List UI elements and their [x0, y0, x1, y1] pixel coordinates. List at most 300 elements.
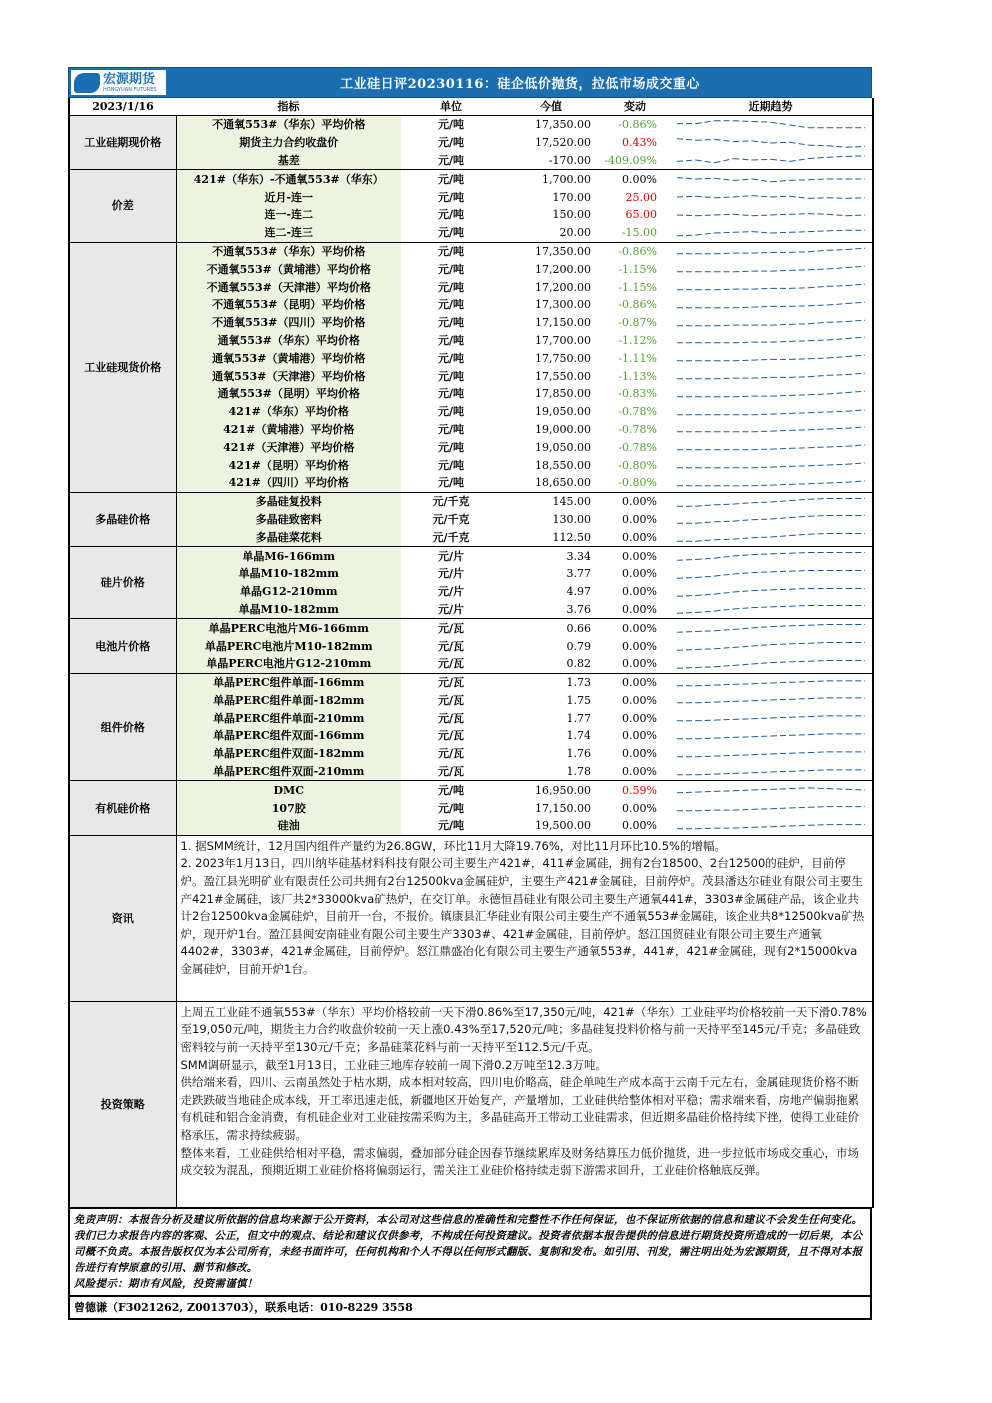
unit-cell: 元/吨 [401, 152, 501, 170]
sparkline-segment [790, 359, 809, 360]
sparkline-segment [790, 681, 809, 682]
table-row [69, 817, 873, 835]
sparkline-segment [752, 537, 771, 538]
value-cell: 17,150.00 [535, 316, 591, 330]
indicator-cell: 421#（黄埔港）平均价格 [176, 421, 401, 439]
sparkline [675, 225, 867, 241]
trend-cell [669, 260, 873, 278]
table-row [69, 206, 873, 224]
table-row [69, 601, 873, 619]
sparkline-segment [696, 576, 715, 577]
change-cell: 0.00% [622, 801, 657, 815]
sparkline-segment [809, 734, 828, 735]
unit-cell: 元/吨 [401, 474, 501, 492]
category-cell: 硅片价格 [69, 547, 176, 619]
table-row [69, 692, 873, 710]
sparkline-segment [733, 520, 752, 521]
sparkline-segment [846, 302, 865, 303]
report-header [68, 67, 872, 98]
change-cell: 0.00% [622, 172, 657, 186]
sparkline-segment [790, 825, 809, 826]
sparkline-segment [827, 429, 846, 430]
news-paragraph: 2. 2023年1月13日，四川纳毕硅基材料科技有限公司主要生产421#，411#金属硅，拥有2台18500、2台12500的硅炉，目前停炉。盈江县光明矿业有限责任公司共拥有2台12500kva金属硅炉，主要生产421#金属硅，目前停炉。茂县潘达尔硅业有限公司主要生产421#金属硅，该厂共2*33000kva矿热炉，在交订单。永德恒昌硅业有限公司主要生产通氧441#，3303#金属硅产品，该企业共计2台12500kva金属硅炉，目前开一台，不报价。镇康县汇华硅业有限公司主要生产不通氧553#金属硅，该企业共8*12500kva矿热炉，现开炉1台。盈江县闽安南硅业有限公司主要生产3303#、421#金属硅，目前停炉。怒江国贸硅业有限公司主要生产通氧4402#，3303#，421#金属硅，目前停炉。怒江鼎盛冶化有限公司主要生产通氧553#，441#，421#金属硅，现有2*15000kva金属硅炉，目前开炉1台。 [180, 856, 865, 977]
sparkline [675, 620, 867, 636]
sparkline-segment [846, 445, 865, 446]
sparkline-segment [677, 215, 696, 216]
sparkline-segment [696, 121, 715, 124]
sparkline-segment [790, 323, 809, 324]
sparkline [675, 548, 867, 564]
change-cell: 0.43% [622, 136, 657, 150]
trend-cell [669, 492, 873, 510]
indicator-cell: 421#（天津港）平均价格 [176, 438, 401, 456]
indicator-cell: 单晶PERC组件单面-166mm [176, 673, 401, 691]
sparkline-segment [752, 700, 771, 701]
trend-cell [669, 278, 873, 296]
change-cell: 0.00% [601, 817, 669, 835]
table-row [69, 421, 873, 439]
sparkline [675, 135, 867, 151]
sparkline-segment [827, 198, 846, 199]
change-cell: 0.00% [601, 601, 669, 619]
table-row [69, 583, 873, 601]
sparkline-segment [790, 466, 809, 467]
sparkline-segment [790, 643, 809, 644]
indicator-cell: 通氧553#（天津港）平均价格 [176, 367, 401, 385]
trend-cell [669, 152, 873, 170]
sparkline-segment [790, 395, 809, 396]
trend-cell [669, 206, 873, 224]
sparkline-segment [809, 716, 828, 717]
sparkline-segment [752, 790, 771, 791]
unit-cell: 元/片 [437, 549, 465, 563]
trend-cell [669, 421, 873, 439]
indicator-cell: 通氧553#（华东）平均价格 [176, 332, 401, 350]
disclaimer-text: 免责声明：本报告分析及建议所依据的信息均来源于公开资料，本公司对这些信息的准确性和完整性不作任何保证，也不保证所依据的信息和建议不会发生任何变化。我们已力求报告内容的客观、公正，但文中的观点、结论和建议仅供参考，不构成任何投资建议。投资者依据本报告提供的信息进行期货投资所造成的一切后果，本公司概不负责。本报告版权仅为本公司所有，未经书面许可，任何机构和个人不得以任何形式翻版、复制和发布。如引用、刊发，需注明出处为宏源期货，且不得对本报告进行有悖原意的引用、删节和修改。 [74, 1213, 863, 1274]
table-row [69, 547, 873, 565]
header-unit: 单位 [401, 98, 501, 116]
sparkline-segment [771, 571, 790, 572]
sparkline-segment [715, 522, 734, 523]
indicator-cell: 多晶硅复投料 [176, 492, 401, 510]
indicator-cell: 单晶PERC电池片M6-166mm [176, 619, 401, 637]
sparkline-segment [733, 360, 752, 361]
sparkline [675, 261, 867, 277]
value-cell: 17,750.00 [535, 351, 591, 365]
sparkline-segment [696, 810, 715, 811]
sparkline-segment [790, 341, 809, 342]
sparkline [675, 243, 867, 259]
sparkline-segment [846, 790, 865, 791]
value-cell: 17,700.00 [535, 333, 591, 347]
sparkline [675, 566, 867, 582]
strategy-paragraph: SMM调研显示，截至1月13日，工业硅三地库存较前一周下滑0.2万吨至12.3万吨。 [180, 1057, 607, 1072]
sparkline-segment [846, 463, 865, 464]
sparkline-segment [715, 539, 734, 540]
sparkline-segment [790, 661, 809, 662]
sparkline-segment [715, 289, 734, 290]
sparkline-segment [696, 702, 715, 703]
sparkline [675, 279, 867, 295]
change-cell: 0.00% [622, 676, 657, 690]
unit-cell: 元/吨 [401, 224, 501, 242]
value-cell: 3.34 [566, 549, 591, 563]
sparkline-segment [696, 558, 715, 559]
sparkline-segment [771, 122, 790, 125]
sparkline-segment [827, 464, 846, 465]
unit-cell: 元/千克 [401, 528, 501, 546]
value-cell: 0.66 [566, 621, 591, 635]
sparkline-segment [752, 231, 771, 232]
sparkline [675, 171, 867, 187]
trend-cell [669, 547, 873, 565]
trend-cell [669, 673, 873, 691]
trend-cell [669, 224, 873, 242]
table-row [69, 528, 873, 546]
indicator-cell: 单晶M10-182mm [176, 565, 401, 583]
unit-cell: 元/千克 [432, 495, 470, 509]
change-cell: 0.00% [622, 567, 657, 581]
sparkline-segment [733, 307, 752, 308]
sparkline-segment [677, 792, 696, 793]
table-row [69, 492, 873, 510]
sparkline-segment [809, 498, 828, 499]
sparkline-segment [771, 449, 790, 450]
sparkline-segment [696, 612, 715, 613]
sparkline-segment [733, 141, 752, 142]
sparkline-segment [733, 719, 752, 720]
sparkline-segment [752, 718, 771, 719]
unit-cell: 元/吨 [437, 118, 465, 132]
sparkline-segment [846, 410, 865, 411]
sparkline-segment [846, 198, 865, 199]
unit-cell: 元/片 [401, 601, 501, 619]
value-cell: 17,550.00 [535, 369, 591, 383]
sparkline [675, 584, 867, 600]
sparkline-segment [696, 540, 715, 541]
sparkline-segment [696, 160, 715, 163]
table-row [69, 763, 873, 781]
sparkline-segment [696, 756, 715, 757]
sparkline-segment [733, 396, 752, 397]
value-cell: 20.00 [501, 224, 601, 242]
sparkline-segment [790, 288, 809, 289]
trend-cell [669, 763, 873, 781]
change-cell: -0.87% [618, 316, 657, 330]
unit-cell: 元/吨 [437, 440, 465, 454]
sparkline-segment [696, 667, 715, 668]
table-row [69, 673, 873, 691]
sparkline-segment [809, 825, 828, 826]
value-cell: 19,050.00 [535, 440, 591, 454]
change-cell: -0.78% [618, 405, 657, 419]
sparkline-segment [677, 178, 696, 179]
sparkline-segment [790, 570, 809, 571]
sparkline-segment [771, 484, 790, 485]
sparkline-segment [715, 197, 734, 198]
category-cell: 工业硅现货价格 [69, 242, 176, 492]
report-title: 工业硅日评20230116：硅企低价抛货，拉低市场成交重心 [340, 77, 700, 92]
sparkline-segment [771, 232, 790, 233]
unit-cell: 元/吨 [437, 298, 465, 312]
sparkline-segment [696, 774, 715, 775]
unit-cell: 元/片 [437, 585, 465, 599]
unit-cell: 元/瓦 [401, 655, 501, 673]
sparkline-segment [771, 644, 790, 645]
change-cell: 0.00% [622, 711, 657, 725]
table-row [69, 260, 873, 278]
sparkline [675, 638, 867, 654]
sparkline-segment [752, 467, 771, 468]
sparkline-segment [771, 324, 790, 325]
table-row [69, 367, 873, 385]
value-cell: -170.00 [501, 152, 601, 170]
sparkline [675, 601, 867, 617]
sparkline [675, 475, 867, 491]
sparkline-segment [752, 215, 771, 216]
change-cell: 0.00% [601, 763, 669, 781]
sparkline-segment [809, 358, 828, 359]
trend-cell [669, 745, 873, 763]
sparkline [675, 457, 867, 473]
change-cell: -15.00 [601, 224, 669, 242]
sparkline-segment [715, 647, 734, 648]
table-row [69, 799, 873, 817]
sparkline-segment [809, 660, 828, 661]
sparkline-segment [752, 306, 771, 307]
sparkline-segment [827, 392, 846, 393]
sparkline-segment [846, 215, 865, 216]
unit-cell: 元/千克 [432, 512, 470, 526]
sparkline-segment [809, 465, 828, 466]
strategy-label: 投资策略 [69, 1001, 176, 1207]
strategy-paragraph: 上周五工业硅不通氧553#（华东）平均价格较前一天下滑0.86%至17,350元/吨，421#（华东）工业硅平均价格较前一天下滑0.78%至19,050元/吨，期货主力合约收盘价较前一天上涨0.43%至17,520元/吨；多晶硅复投料价格与前一天持平至145元/千克；多晶硅致密料较与前一天持平至130元/千克；多晶硅菜花料与前一天持平至112.5元/千克。 [180, 1004, 867, 1055]
unit-cell: 元/吨 [437, 190, 465, 204]
table-row [69, 170, 873, 188]
sparkline [675, 710, 867, 726]
change-cell: 0.00% [622, 495, 657, 509]
change-cell: 0.00% [622, 729, 657, 743]
trend-cell [669, 799, 873, 817]
sparkline-segment [752, 754, 771, 755]
change-cell: 0.00% [622, 747, 657, 761]
trend-cell [669, 385, 873, 403]
sparkline-segment [771, 753, 790, 754]
sparkline [675, 350, 867, 366]
sparkline-segment [790, 499, 809, 500]
trend-cell [669, 456, 873, 474]
sparkline-segment [733, 772, 752, 773]
sparkline [675, 511, 867, 527]
sparkline-segment [715, 737, 734, 738]
sparkline-segment [715, 630, 734, 631]
table-row [69, 745, 873, 763]
indicator-cell: 单晶M10-182mm [176, 601, 401, 619]
trend-cell [669, 170, 873, 188]
change-cell: -0.86% [618, 118, 657, 132]
header-change: 变动 [601, 98, 669, 116]
unit-cell: 元/吨 [437, 208, 465, 222]
sparkline-segment [752, 377, 771, 378]
sparkline-segment [771, 826, 790, 827]
sparkline-segment [827, 447, 846, 448]
sparkline-segment [696, 139, 715, 140]
sparkline-segment [677, 138, 696, 139]
sparkline-segment [809, 231, 828, 232]
value-cell: 1.73 [566, 676, 591, 690]
sparkline-segment [715, 684, 734, 685]
sparkline-segment [733, 121, 752, 122]
value-cell: 17,200.00 [535, 280, 591, 294]
category-cell: 价差 [69, 170, 176, 242]
header-date: 2023/1/16 [69, 98, 176, 116]
sparkline-segment [696, 522, 715, 523]
table-row [69, 242, 873, 260]
sparkline-segment [733, 572, 752, 573]
value-cell: 0.79 [566, 639, 591, 653]
sparkline-segment [715, 504, 734, 505]
sparkline-segment [696, 179, 715, 180]
sparkline-segment [771, 395, 790, 396]
sparkline-segment [790, 159, 809, 162]
unit-cell: 元/瓦 [437, 729, 465, 743]
unit-cell: 元/吨 [437, 172, 465, 186]
sparkline-segment [771, 181, 790, 182]
sparkline-segment [733, 271, 752, 272]
sparkline-segment [715, 720, 734, 721]
sparkline-segment [846, 355, 865, 356]
trend-cell [669, 116, 873, 134]
trend-cell [669, 242, 873, 260]
unit-cell: 元/片 [437, 567, 465, 581]
sparkline [675, 189, 867, 205]
header-value: 今值 [501, 98, 601, 116]
table-row [69, 296, 873, 314]
sparkline [675, 421, 867, 437]
value-cell: 17,350.00 [535, 244, 591, 258]
sparkline-segment [733, 231, 752, 232]
change-cell: -0.86% [618, 298, 657, 312]
sparkline-segment [846, 284, 865, 285]
unit-cell: 元/吨 [437, 316, 465, 330]
trend-cell [669, 314, 873, 332]
sparkline [675, 439, 867, 455]
indicator-cell: 单晶PERC组件单面-182mm [176, 692, 401, 710]
disclaimer [68, 1208, 872, 1297]
analyst-contact: 曾德谦（F3021262, Z0013703），联系电话：010-8229 3558 [68, 1297, 872, 1320]
risk-note: 风险提示：期市有风险，投资需谨慎！ [74, 1277, 258, 1290]
sparkline-segment [790, 231, 809, 232]
table-row [69, 116, 873, 134]
sparkline-segment [771, 536, 790, 537]
value-cell: 17,350.00 [535, 118, 591, 132]
sparkline-segment [752, 736, 771, 737]
indicator-cell: 通氧553#（黄埔港）平均价格 [176, 349, 401, 367]
sparkline-segment [715, 179, 734, 181]
sparkline-segment [846, 249, 865, 250]
sparkline-segment [752, 414, 771, 415]
indicator-cell: 单晶PERC组件双面-182mm [176, 745, 401, 763]
indicator-cell: 连二-连三 [176, 224, 401, 242]
unit-cell: 元/吨 [437, 351, 465, 365]
change-cell: -0.83% [618, 387, 657, 401]
indicator-cell: 多晶硅菜花料 [176, 528, 401, 546]
sparkline-segment [809, 305, 828, 306]
indicator-cell: 单晶PERC电池片G12-210mm [176, 655, 401, 673]
unit-cell: 元/瓦 [437, 747, 465, 761]
indicator-cell: 不通氧553#（黄埔港）平均价格 [176, 260, 401, 278]
sparkline-segment [733, 196, 752, 197]
sparkline-segment [677, 560, 696, 561]
sparkline [675, 386, 867, 402]
sparkline-segment [715, 592, 734, 594]
sparkline-segment [809, 698, 828, 699]
strategy-text [176, 1001, 873, 1207]
unit-cell: 元/瓦 [401, 763, 501, 781]
sparkline [675, 675, 867, 691]
sparkline-segment [827, 230, 846, 231]
sparkline-segment [809, 198, 828, 199]
sparkline-segment [752, 485, 771, 486]
change-cell: -0.86% [618, 244, 657, 258]
trend-cell [669, 781, 873, 799]
sparkline-segment [715, 702, 734, 703]
trend-cell [669, 817, 873, 835]
sparkline-segment [715, 609, 734, 611]
commentary-body [69, 835, 873, 1207]
sparkline-segment [696, 504, 715, 505]
change-cell: -409.09% [601, 152, 669, 170]
sparkline-segment [696, 631, 715, 632]
sparkline-segment [771, 413, 790, 414]
sparkline-segment [752, 627, 771, 628]
sparkline-segment [790, 752, 809, 753]
table-row [69, 511, 873, 529]
sparkline-segment [790, 553, 809, 554]
sparkline-segment [733, 646, 752, 647]
sparkline-segment [771, 662, 790, 663]
sparkline-segment [771, 808, 790, 809]
sparkline-segment [827, 789, 846, 790]
unit-cell: 元/吨 [437, 801, 465, 815]
sparkline-segment [827, 214, 846, 215]
value-cell: 1.78 [501, 763, 601, 781]
value-cell: 4.97 [566, 585, 591, 599]
sparkline-segment [733, 664, 752, 665]
sparkline-segment [771, 735, 790, 736]
sparkline-segment [827, 482, 846, 483]
sparkline-segment [733, 827, 752, 828]
sparkline-segment [846, 338, 865, 339]
category-cell: 多晶硅价格 [69, 492, 176, 546]
table-row [69, 637, 873, 655]
sparkline-segment [752, 519, 771, 520]
unit-cell: 元/吨 [437, 387, 465, 401]
value-cell: 17,200.00 [535, 262, 591, 276]
sparkline [675, 297, 867, 313]
logo-name-en: HONGYUAN FUTURES [103, 86, 157, 93]
sparkline-segment [752, 645, 771, 646]
sparkline-segment [771, 607, 790, 608]
sparkline [675, 728, 867, 744]
unit-cell: 元/吨 [437, 244, 465, 258]
sparkline [675, 746, 867, 762]
sparkline-segment [696, 828, 715, 829]
trend-cell [669, 583, 873, 601]
sparkline-segment [809, 429, 828, 430]
news-label: 资讯 [69, 835, 176, 1001]
table-row [69, 781, 873, 799]
